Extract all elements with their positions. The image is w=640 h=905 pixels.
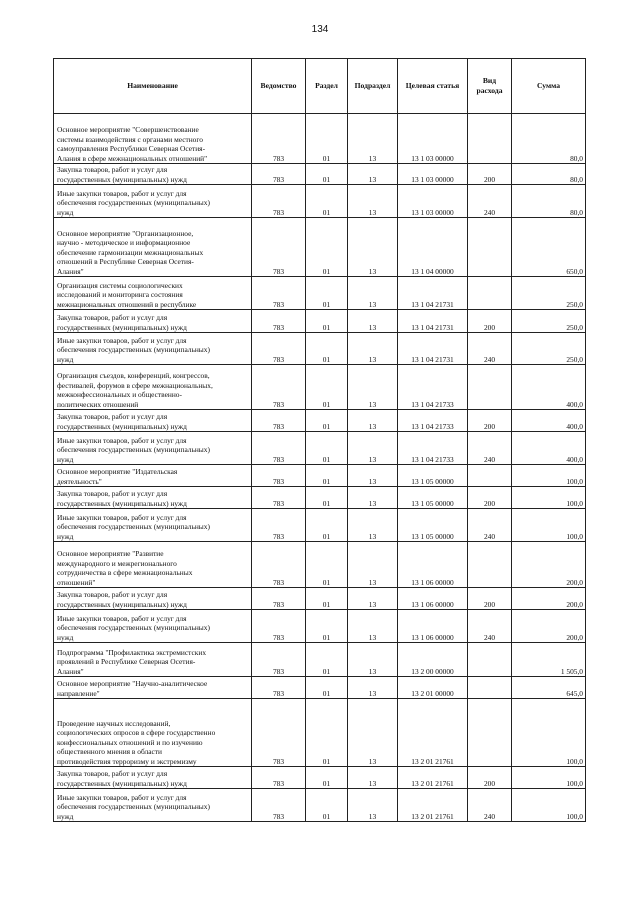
row-section: 01 [306, 610, 348, 643]
row-department: 783 [252, 114, 306, 164]
row-section: 01 [306, 218, 348, 277]
row-expense-kind: 200 [468, 487, 512, 509]
row-section: 01 [306, 465, 348, 487]
row-name: Иные закупки товаров, работ и услуг для обеспечения государственных (муниципальных) нужд [54, 610, 252, 643]
row-section: 01 [306, 767, 348, 789]
row-target-article: 13 1 04 21731 [398, 310, 468, 333]
row-sum: 200,0 [512, 588, 586, 610]
row-expense-kind: 200 [468, 164, 512, 185]
row-expense-kind [468, 114, 512, 164]
row-expense-kind [468, 218, 512, 277]
row-sum: 250,0 [512, 310, 586, 333]
row-sum: 400,0 [512, 432, 586, 465]
row-subsection: 13 [348, 487, 398, 509]
row-subsection: 13 [348, 509, 398, 542]
row-name: Закупка товаров, работ и услуг для государственных (муниципальных) нужд [54, 588, 252, 610]
row-subsection: 13 [348, 277, 398, 310]
row-sum: 80,0 [512, 185, 586, 218]
row-subsection: 13 [348, 432, 398, 465]
row-department: 783 [252, 277, 306, 310]
table-row [54, 767, 586, 789]
row-expense-kind: 200 [468, 410, 512, 432]
table-row [54, 610, 586, 643]
row-subsection: 13 [348, 588, 398, 610]
table-row [54, 588, 586, 610]
row-target-article: 13 1 04 21733 [398, 432, 468, 465]
row-section: 01 [306, 677, 348, 699]
row-section: 01 [306, 588, 348, 610]
row-sum: 250,0 [512, 277, 586, 310]
row-sum: 400,0 [512, 410, 586, 432]
row-name: Основное мероприятие "Организационное, научно - методическое и информационное обеспечение гармонизации межнациональных отношений в Республике Северная Осетия- Алания" [54, 218, 252, 277]
row-name: Закупка товаров, работ и услуг для государственных (муниципальных) нужд [54, 164, 252, 185]
row-section: 01 [306, 277, 348, 310]
table-row [54, 333, 586, 365]
row-expense-kind: 240 [468, 610, 512, 643]
row-expense-kind: 240 [468, 432, 512, 465]
row-sum: 100,0 [512, 509, 586, 542]
row-department: 783 [252, 164, 306, 185]
row-expense-kind [468, 677, 512, 699]
row-expense-kind [468, 365, 512, 410]
row-section: 01 [306, 643, 348, 677]
row-target-article: 13 1 05 00000 [398, 487, 468, 509]
row-name: Организация системы социологических исследований и мониторинга состояния межнациональных отношений в республике [54, 277, 252, 310]
row-department: 783 [252, 789, 306, 822]
row-sum: 100,0 [512, 487, 586, 509]
row-department: 783 [252, 310, 306, 333]
row-section: 01 [306, 410, 348, 432]
row-name: Проведение научных исследований, социологических опросов в сфере государственно конфессиональных отношений и по изучению общественного мнения в области противодействия терроризму и экстремизму [54, 699, 252, 767]
table-header-row [54, 59, 586, 114]
row-subsection: 13 [348, 114, 398, 164]
row-subsection: 13 [348, 410, 398, 432]
row-department: 783 [252, 218, 306, 277]
row-department: 783 [252, 677, 306, 699]
table-row [54, 218, 586, 277]
row-subsection: 13 [348, 542, 398, 588]
table-row [54, 185, 586, 218]
row-section: 01 [306, 789, 348, 822]
table-row [54, 643, 586, 677]
row-target-article: 13 1 03 00000 [398, 164, 468, 185]
row-department: 783 [252, 699, 306, 767]
row-section: 01 [306, 365, 348, 410]
table-row [54, 277, 586, 310]
row-subsection: 13 [348, 767, 398, 789]
row-expense-kind: 240 [468, 509, 512, 542]
row-subsection: 13 [348, 610, 398, 643]
row-subsection: 13 [348, 185, 398, 218]
row-section: 01 [306, 509, 348, 542]
row-name: Организация съездов, конференций, конгрессов, фестивалей, форумов в сфере межнациональных, межконфессиональных и общественно- политических отношений [54, 365, 252, 410]
row-sum: 200,0 [512, 542, 586, 588]
table-row [54, 677, 586, 699]
row-expense-kind: 200 [468, 310, 512, 333]
header-expense-kind: Вид расхода [468, 59, 512, 114]
row-sum: 100,0 [512, 699, 586, 767]
page-number: 134 [311, 24, 329, 35]
row-name: Закупка товаров, работ и услуг для государственных (муниципальных) нужд [54, 410, 252, 432]
row-name: Иные закупки товаров, работ и услуг для обеспечения государственных (муниципальных) нужд [54, 185, 252, 218]
header-sum: Сумма [512, 59, 586, 114]
row-subsection: 13 [348, 333, 398, 365]
table-row [54, 509, 586, 542]
row-department: 783 [252, 588, 306, 610]
row-sum: 650,0 [512, 218, 586, 277]
row-target-article: 13 1 03 00000 [398, 114, 468, 164]
row-expense-kind [468, 277, 512, 310]
row-name: Основное мероприятие "Издательская деятельность" [54, 465, 252, 487]
row-section: 01 [306, 164, 348, 185]
row-department: 783 [252, 610, 306, 643]
row-sum: 100,0 [512, 465, 586, 487]
row-target-article: 13 2 00 00000 [398, 643, 468, 677]
row-name: Закупка товаров, работ и услуг для государственных (муниципальных) нужд [54, 310, 252, 333]
row-section: 01 [306, 114, 348, 164]
row-name: Иные закупки товаров, работ и услуг для обеспечения государственных (муниципальных) нужд [54, 789, 252, 822]
row-department: 783 [252, 643, 306, 677]
row-target-article: 13 1 04 21731 [398, 333, 468, 365]
header-department: Ведомство [252, 59, 306, 114]
row-subsection: 13 [348, 789, 398, 822]
row-target-article: 13 2 01 21761 [398, 699, 468, 767]
row-expense-kind [468, 465, 512, 487]
row-subsection: 13 [348, 643, 398, 677]
table-row [54, 432, 586, 465]
row-target-article: 13 1 04 21731 [398, 277, 468, 310]
row-expense-kind: 200 [468, 767, 512, 789]
row-target-article: 13 1 06 00000 [398, 542, 468, 588]
row-name: Основное мероприятие "Научно-аналитическое направление" [54, 677, 252, 699]
row-department: 783 [252, 185, 306, 218]
row-section: 01 [306, 542, 348, 588]
row-target-article: 13 1 03 00000 [398, 185, 468, 218]
row-subsection: 13 [348, 164, 398, 185]
row-expense-kind: 240 [468, 333, 512, 365]
table-row [54, 164, 586, 185]
row-name: Закупка товаров, работ и услуг для государственных (муниципальных) нужд [54, 767, 252, 789]
row-sum: 80,0 [512, 164, 586, 185]
row-name: Иные закупки товаров, работ и услуг для обеспечения государственных (муниципальных) нужд [54, 333, 252, 365]
table-row [54, 542, 586, 588]
row-name: Основное мероприятие "Развитие международного и межрегионального сотрудничества в сфере межнациональных отношений" [54, 542, 252, 588]
row-department: 783 [252, 487, 306, 509]
table-row [54, 410, 586, 432]
row-target-article: 13 1 04 21733 [398, 410, 468, 432]
row-section: 01 [306, 310, 348, 333]
row-name: Закупка товаров, работ и услуг для государственных (муниципальных) нужд [54, 487, 252, 509]
row-target-article: 13 1 05 00000 [398, 509, 468, 542]
row-target-article: 13 2 01 21761 [398, 789, 468, 822]
row-department: 783 [252, 542, 306, 588]
table-row [54, 789, 586, 822]
row-target-article: 13 2 01 00000 [398, 677, 468, 699]
row-target-article: 13 1 06 00000 [398, 588, 468, 610]
row-section: 01 [306, 185, 348, 218]
row-name: Иные закупки товаров, работ и услуг для обеспечения государственных (муниципальных) нужд [54, 432, 252, 465]
row-expense-kind: 240 [468, 789, 512, 822]
table-row [54, 465, 586, 487]
header-subsection: Подраздел [348, 59, 398, 114]
row-sum: 400,0 [512, 365, 586, 410]
row-expense-kind [468, 699, 512, 767]
row-subsection: 13 [348, 465, 398, 487]
row-department: 783 [252, 410, 306, 432]
row-target-article: 13 1 06 00000 [398, 610, 468, 643]
row-target-article: 13 1 04 21733 [398, 365, 468, 410]
row-subsection: 13 [348, 218, 398, 277]
table-row [54, 699, 586, 767]
row-department: 783 [252, 333, 306, 365]
row-department: 783 [252, 465, 306, 487]
row-target-article: 13 1 04 00000 [398, 218, 468, 277]
row-section: 01 [306, 487, 348, 509]
table-body [54, 114, 586, 822]
row-name: Основное мероприятие "Совершенствование системы взаимодействия с органами местного самоуправления Республики Северная Осетия- Алания в сфере межнациональных отношений" [54, 114, 252, 164]
row-department: 783 [252, 767, 306, 789]
row-expense-kind [468, 643, 512, 677]
row-name: Подпрограмма "Профилактика экстремистских проявлений в Республике Северная Осетия- Алания" [54, 643, 252, 677]
row-sum: 645,0 [512, 677, 586, 699]
row-subsection: 13 [348, 677, 398, 699]
row-subsection: 13 [348, 699, 398, 767]
row-subsection: 13 [348, 365, 398, 410]
row-sum: 1 505,0 [512, 643, 586, 677]
header-section: Раздел [306, 59, 348, 114]
table-row [54, 487, 586, 509]
row-expense-kind [468, 542, 512, 588]
row-target-article: 13 2 01 21761 [398, 767, 468, 789]
row-department: 783 [252, 365, 306, 410]
row-expense-kind: 200 [468, 588, 512, 610]
row-sum: 80,0 [512, 114, 586, 164]
row-section: 01 [306, 699, 348, 767]
row-sum: 100,0 [512, 789, 586, 822]
row-name: Иные закупки товаров, работ и услуг для обеспечения государственных (муниципальных) нужд [54, 509, 252, 542]
row-sum: 200,0 [512, 610, 586, 643]
table-row [54, 114, 586, 164]
row-department: 783 [252, 432, 306, 465]
row-department: 783 [252, 509, 306, 542]
table-row [54, 365, 586, 410]
budget-table [53, 58, 586, 822]
row-target-article: 13 1 05 00000 [398, 465, 468, 487]
header-target-article: Целевая статья [398, 59, 468, 114]
row-sum: 100,0 [512, 767, 586, 789]
table-row [54, 310, 586, 333]
row-expense-kind: 240 [468, 185, 512, 218]
header-name: Наименование [54, 59, 252, 114]
row-subsection: 13 [348, 310, 398, 333]
row-sum: 250,0 [512, 333, 586, 365]
row-section: 01 [306, 333, 348, 365]
row-section: 01 [306, 432, 348, 465]
